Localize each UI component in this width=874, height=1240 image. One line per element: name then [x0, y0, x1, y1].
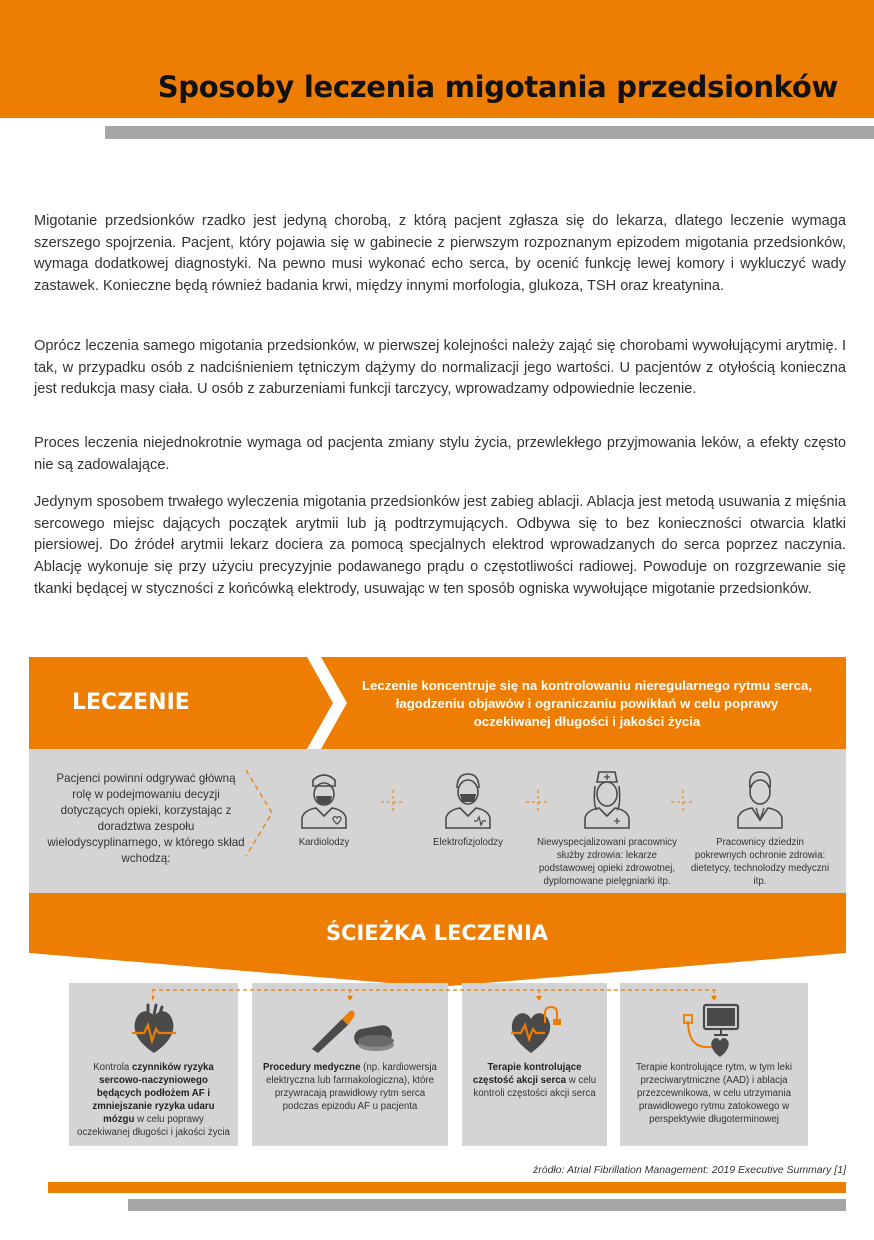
leczenie-description: Leczenie koncentruje się na kontrolowaniu nieregularnego rytmu serca, łagodzeniu objawów i ograniczaniu powikłań w celu poprawy oczekiwanej długości i jakości życia — [362, 678, 812, 729]
team-member-nurse — [533, 768, 681, 888]
step-rhythm-control — [620, 983, 808, 1146]
team-member-allied-worker — [690, 768, 830, 888]
paragraph-diagnostics: Migotanie przedsionków rzadko jest jedyną chorobą, z którą pacjent zgłasza się do lekarza, dlatego leczenie wymaga szerszego spojrzenia. Pacjent, który pojawia się w gabinecie z pierwszym rozpoznanym epizodem migotania przedsionków, wymaga dodatkowej diagnostyki. Na pewno musi wykonać echo serca, by ocenić funkcję lewej komory i wykluczyć wady zastawek. Konieczne będą również badania krwi, między innymi morfologia, glukoza, TSH oraz kreatynina. — [34, 213, 846, 295]
team-label-nurse: Niewyspecjalizowani pracownicy służby zdrowia: lekarze podstawowej opieki zdrowotnej, dyplomowane pielęgniarki itp. — [537, 837, 677, 887]
step-text-rate-control: Terapie kontrolujące częstość akcji serca w celu kontroli częstości akcji serca — [472, 1062, 597, 1099]
paragraph-ablation: Jedynym sposobem trwałego wyleczenia migotania przedsionków jest zabieg ablacji. Ablacja jest metodą usuwania z mięśnia sercowego miejsc dających początek arytmii lub ją podtrzymujących. Odbywa się to bez konieczności otwarcia klatki piersiowej. Do źródeł arytmii lekarz dociera za pomocą specjalnych elektrod wprowadzanych do serca poprzez naczynia. Ablację wykonuje się przy użyciu precyzyjnie podawanego prądu o częstotliwości radiowej. Powoduje on rozgrzewanie się tkanki będącej w styczności z końcówką elektrody, usuwając w ten sposób ogniska wywołujące migotanie przedsionków. — [34, 494, 846, 597]
plus-icon — [380, 789, 406, 815]
patients-role-text: Pacjenci powinni odgrywać główną rolę w podejmowaniu decyzji dotyczących opieki, korzystając z doradztwa zespołu wielodyscyplinarnego, w którego skład wchodzą: — [47, 772, 245, 865]
monitor-heart-icon — [678, 1001, 750, 1059]
step-text-procedures: Procedury medyczne (np. kardiowersja elektryczna lub farmakologiczna), które przywracają prawidłowy rytm serca podczas epizodu AF u pacjenta — [263, 1062, 437, 1112]
pathway-wedge — [29, 953, 846, 987]
step-risk-factors — [69, 983, 238, 1146]
pathway-connector — [152, 988, 717, 1004]
leczenie-label: LECZENIE — [72, 690, 190, 715]
step-procedures — [252, 983, 448, 1146]
heart-ecg-icon — [126, 1001, 182, 1057]
team-member-electrophysiologist — [418, 768, 518, 849]
footer-grey-bar — [128, 1199, 846, 1211]
step-text-risk-factors: Kontrola czynników ryzyka sercowo-naczyniowego będących podłożem AF i zmniejszanie ryzyka udaru mózgu w celu poprawy oczekiwanej długości i jakości życia — [77, 1062, 230, 1138]
dashed-arrow-icon — [244, 768, 274, 858]
nurse-icon — [579, 768, 635, 830]
footer-orange-bar — [48, 1182, 846, 1193]
team-label-electrophysiologist: Elektrofizjolodzy — [433, 837, 503, 848]
team-member-cardiologist — [278, 768, 370, 849]
step-text-rhythm-control: Terapie kontrolujące rytm, w tym leki przeciwarytmiczne (AAD) i ablacja przezcewnikowa, w celu utrzymania prawidłowego rytmu zatokowego w perspektywie długoterminowej — [635, 1062, 793, 1125]
team-label-cardiologist: Kardiolodzy — [298, 837, 350, 848]
heart-rate-icon — [505, 1001, 565, 1057]
pathway-label: ŚCIEŻKA LECZENIA — [325, 921, 549, 945]
source-note: źródło: Atrial Fibrillation Management: 2019 Executive Summary [1] — [532, 1164, 846, 1176]
header-divider — [105, 126, 874, 139]
page-title: Sposoby leczenia migotania przedsionków — [157, 70, 838, 104]
step-rate-control — [462, 983, 607, 1146]
scalpel-pill-icon — [302, 1001, 398, 1057]
allied-worker-icon — [732, 768, 788, 830]
electrophysiologist-icon — [440, 768, 496, 830]
team-label-allied-worker: Pracownicy dziedzin pokrewnych ochronie zdrowia: dietetycy, technolodzy medyczni itp. — [690, 837, 830, 887]
chevron-divider — [307, 657, 347, 749]
paragraph-lifestyle: Proces leczenia niejednokrotnie wymaga od pacjenta zmiany stylu życia, przewlekłego przyjmowania leków, a efekty często nie są zadowalające. — [34, 435, 846, 473]
cardiologist-icon — [296, 768, 352, 830]
paragraph-comorbidities: Oprócz leczenia samego migotania przedsionków, w pierwszej kolejności należy zająć się chorobami wywołującymi arytmię. I tak, w przypadku osób z nadciśnieniem tętniczym dążymy do normalizacji jego wartości. U pacjentów z otyłością konieczna jest redukcja masy ciała. U osób z zaburzeniami funkcji tarczycy, wprowadzamy odpowiednie leczenie. — [34, 338, 846, 398]
